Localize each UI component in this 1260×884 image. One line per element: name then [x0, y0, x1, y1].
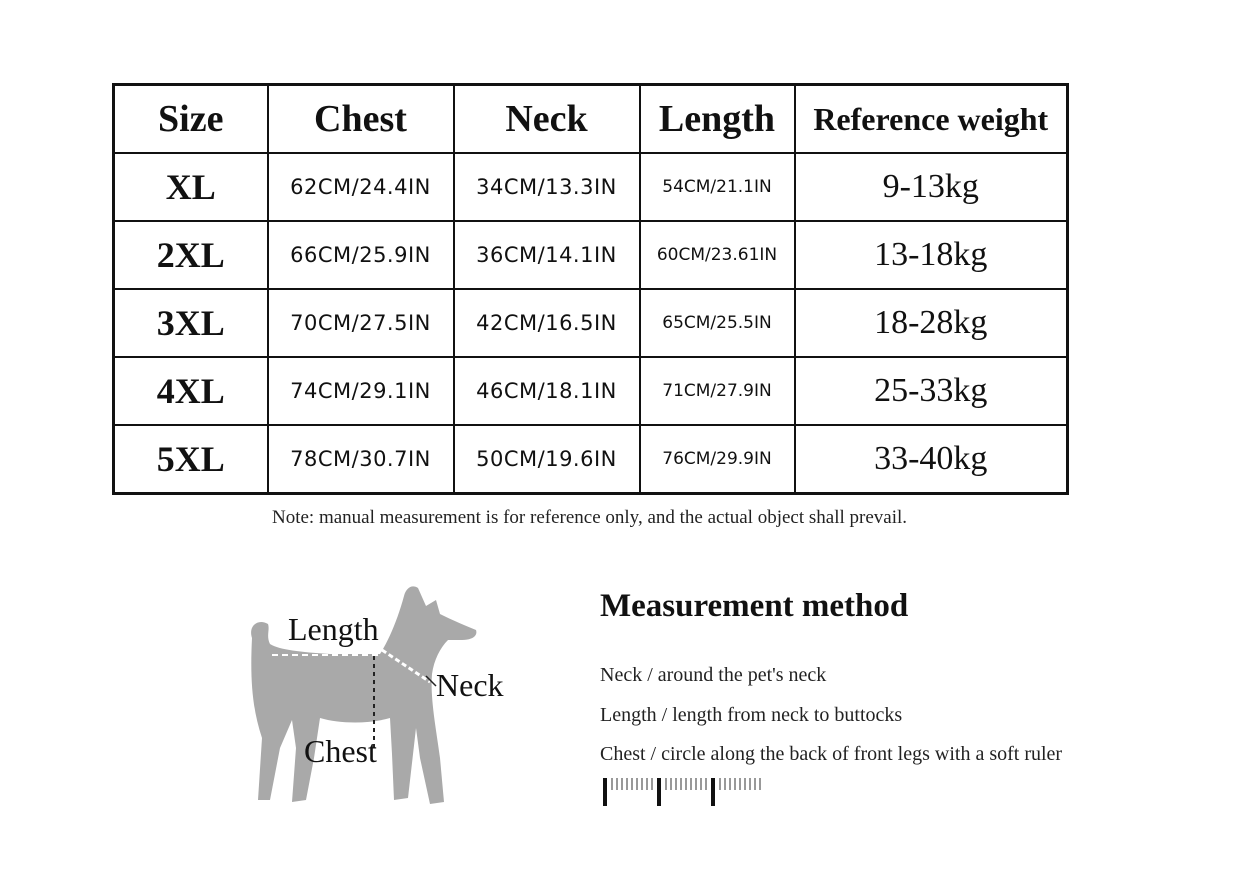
length-cell: 76CM/29.9IN	[640, 425, 795, 494]
length-cell: 60CM/23.61IN	[640, 221, 795, 289]
header-neck: Neck	[454, 85, 640, 154]
size-cell: 3XL	[114, 289, 268, 357]
header-size: Size	[114, 85, 268, 154]
neck-cell: 50CM/19.6IN	[454, 425, 640, 494]
length-method-text: Length / length from neck to buttocks	[600, 704, 903, 726]
chest-cell: 74CM/29.1IN	[268, 357, 454, 425]
measurement-note: Note: manual measurement is for reference only, and the actual object shall prevail.	[272, 507, 908, 528]
length-cell: 65CM/25.5IN	[640, 289, 795, 357]
header-length: Length	[640, 85, 795, 154]
neck-cell: 34CM/13.3IN	[454, 153, 640, 221]
neck-method-text: Neck / around the pet's neck	[600, 664, 827, 686]
chest-cell: 62CM/24.4IN	[268, 153, 454, 221]
table-row	[114, 153, 1068, 221]
weight-cell: 25-33kg	[795, 357, 1068, 425]
size-cell: 4XL	[114, 357, 268, 425]
table-row	[114, 221, 1068, 289]
size-cell: 5XL	[114, 425, 268, 494]
table-row	[114, 289, 1068, 357]
length-cell: 71CM/27.9IN	[640, 357, 795, 425]
dog-measurement-diagram	[240, 578, 540, 818]
measurement-method-title: Measurement method	[600, 588, 909, 624]
neck-label: Neck	[436, 667, 504, 703]
neck-cell: 42CM/16.5IN	[454, 289, 640, 357]
size-cell: 2XL	[114, 221, 268, 289]
ruler-icon	[603, 776, 773, 810]
weight-cell: 13-18kg	[795, 221, 1068, 289]
chest-cell: 66CM/25.9IN	[268, 221, 454, 289]
table-row	[114, 425, 1068, 494]
weight-cell: 33-40kg	[795, 425, 1068, 494]
length-cell: 54CM/21.1IN	[640, 153, 795, 221]
neck-cell: 46CM/18.1IN	[454, 357, 640, 425]
length-label: Length	[288, 611, 379, 647]
chest-label: Chest	[304, 733, 377, 769]
chest-cell: 70CM/27.5IN	[268, 289, 454, 357]
header-reference-weight: Reference weight	[795, 85, 1068, 154]
size-chart-table	[112, 83, 1069, 495]
weight-cell: 18-28kg	[795, 289, 1068, 357]
chest-method-text: Chest / circle along the back of front legs with a soft ruler	[600, 743, 1063, 765]
weight-cell: 9-13kg	[795, 153, 1068, 221]
table-row	[114, 357, 1068, 425]
neck-cell: 36CM/14.1IN	[454, 221, 640, 289]
table-header-row	[114, 85, 1068, 154]
header-chest: Chest	[268, 85, 454, 154]
size-cell: XL	[114, 153, 268, 221]
chest-cell: 78CM/30.7IN	[268, 425, 454, 494]
